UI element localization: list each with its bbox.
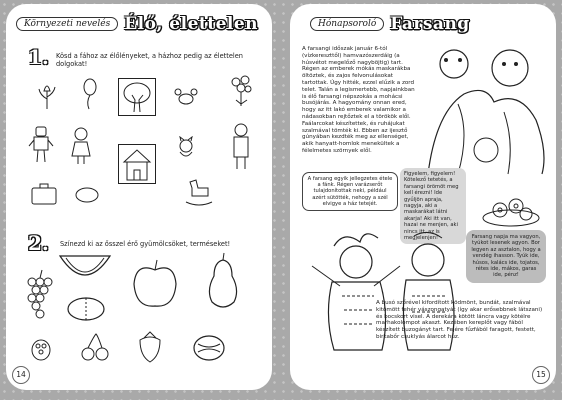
buso-paragraph: A busó szőrével kifordított ködmönt, bundát, szalmával kitömött fehér vászongatyát (így akar erősebbnek látszani) és bocskort visel. A derekára kötött láncra vagy kötélre marhakolompot akaszt. Kezében kereplőt vagy fából készített buzogányt tart. Fejére fűzfából faragott, festett, birkabőr csuklyás álarcot húz. [376,300,543,340]
flower-icon [36,79,58,109]
right-header [310,10,470,38]
masked-revelers-illustration [424,42,550,182]
strawberry-icon [136,330,164,364]
left-page-number: 14 [12,366,30,384]
right-header-title: Farsang [390,14,470,34]
task2-text: Színezd ki az ősszel érő gyümölcsöket, terméseket! [60,240,231,248]
right-page-number: 15 [532,366,550,384]
poem1-bubble: Figyelem, figyelem! Kötelező tetetés, a farsangi örömöt meg kell érezni! Ide gyűljön apraja, nagyja, aki a maskarákat látni akarja! Aki itt van, hazai ne menjen, aki nincs itt, az is megjelenjen! [400,168,466,244]
raspberry-icon [30,334,52,362]
cherries-icon [80,332,110,362]
kitten-icon [174,136,198,160]
rose-bush-icon [228,74,254,108]
crab-icon [174,86,198,108]
doll-icon [68,126,94,166]
right-page [290,4,556,390]
grandpa-icon [228,122,254,170]
grapes-icon [24,266,54,320]
watermelon-icon [58,250,112,290]
donut-fact-bubble: A farsang egyik jellegzetes étele a fánk. Régen varázserőt tulajdonítottak neki, például azért sütötték, nehogy a szél elvigye a ház tetejét. [302,172,398,211]
left-header [16,10,258,38]
task1-text: Kösd a fához az élőlényeket, a házhoz pedig az élettelen dolgokat! [56,52,243,69]
tree-icon[interactable] [122,81,152,113]
house-icon[interactable] [121,146,153,182]
intro-paragraph: A farsangi időszak január 6-tól (vízkereszttől) hamvazószerdáig (a húsvétot megelőző nagyböjtig) tart. Régen az emberek mókás maskarákba öltöztek, és zajos felvonulásokat tartottak. Úgy hitték, ezzel elűzik a zord telet. Talán a legismertebb, napjainkban is élő farsangi népszokás a mohácsi busójárás. A hagyomány onnan ered, hogy az itt lakó emberek valamikor a nádasokban rejtőztek el a törökök elől. Faálarcokat készítettek, és ruhájukat szalmával tömték ki. Ebben az ijesztő gúnyában kezdték meg az ellenséget, akik hanyatt-homlok menekültek a félelmetes szörnyek elől. [302,46,415,154]
pear-icon [202,252,244,312]
walnut-icon [192,334,226,362]
suitcase-icon [30,182,58,206]
plum-icon [66,296,106,322]
rocking-horse-icon [184,176,214,206]
balloon-icon [76,78,100,110]
left-header-tag: Környezeti nevelés [16,17,118,31]
poem2-bubble: Farsang napja ma vagyon, tyúkot lesenek agyon. Bor legyen az asztalon, hogy a vendég ihasson. Tyúk ide, húsos, kalács ide, tojatos, rétes ide, mákos, garas ide, pénz! [466,230,546,283]
donuts-plate-icon [480,192,542,228]
task1-number: 1. [28,45,49,69]
stone-icon [74,184,100,204]
left-header-title: Élő, élettelen [124,14,259,34]
left-page [6,4,272,390]
robot-toy-icon [28,124,54,164]
task2-number: 2. [28,231,49,255]
right-header-tag: Hónapsoroló [310,17,384,31]
apple-icon [130,258,180,310]
